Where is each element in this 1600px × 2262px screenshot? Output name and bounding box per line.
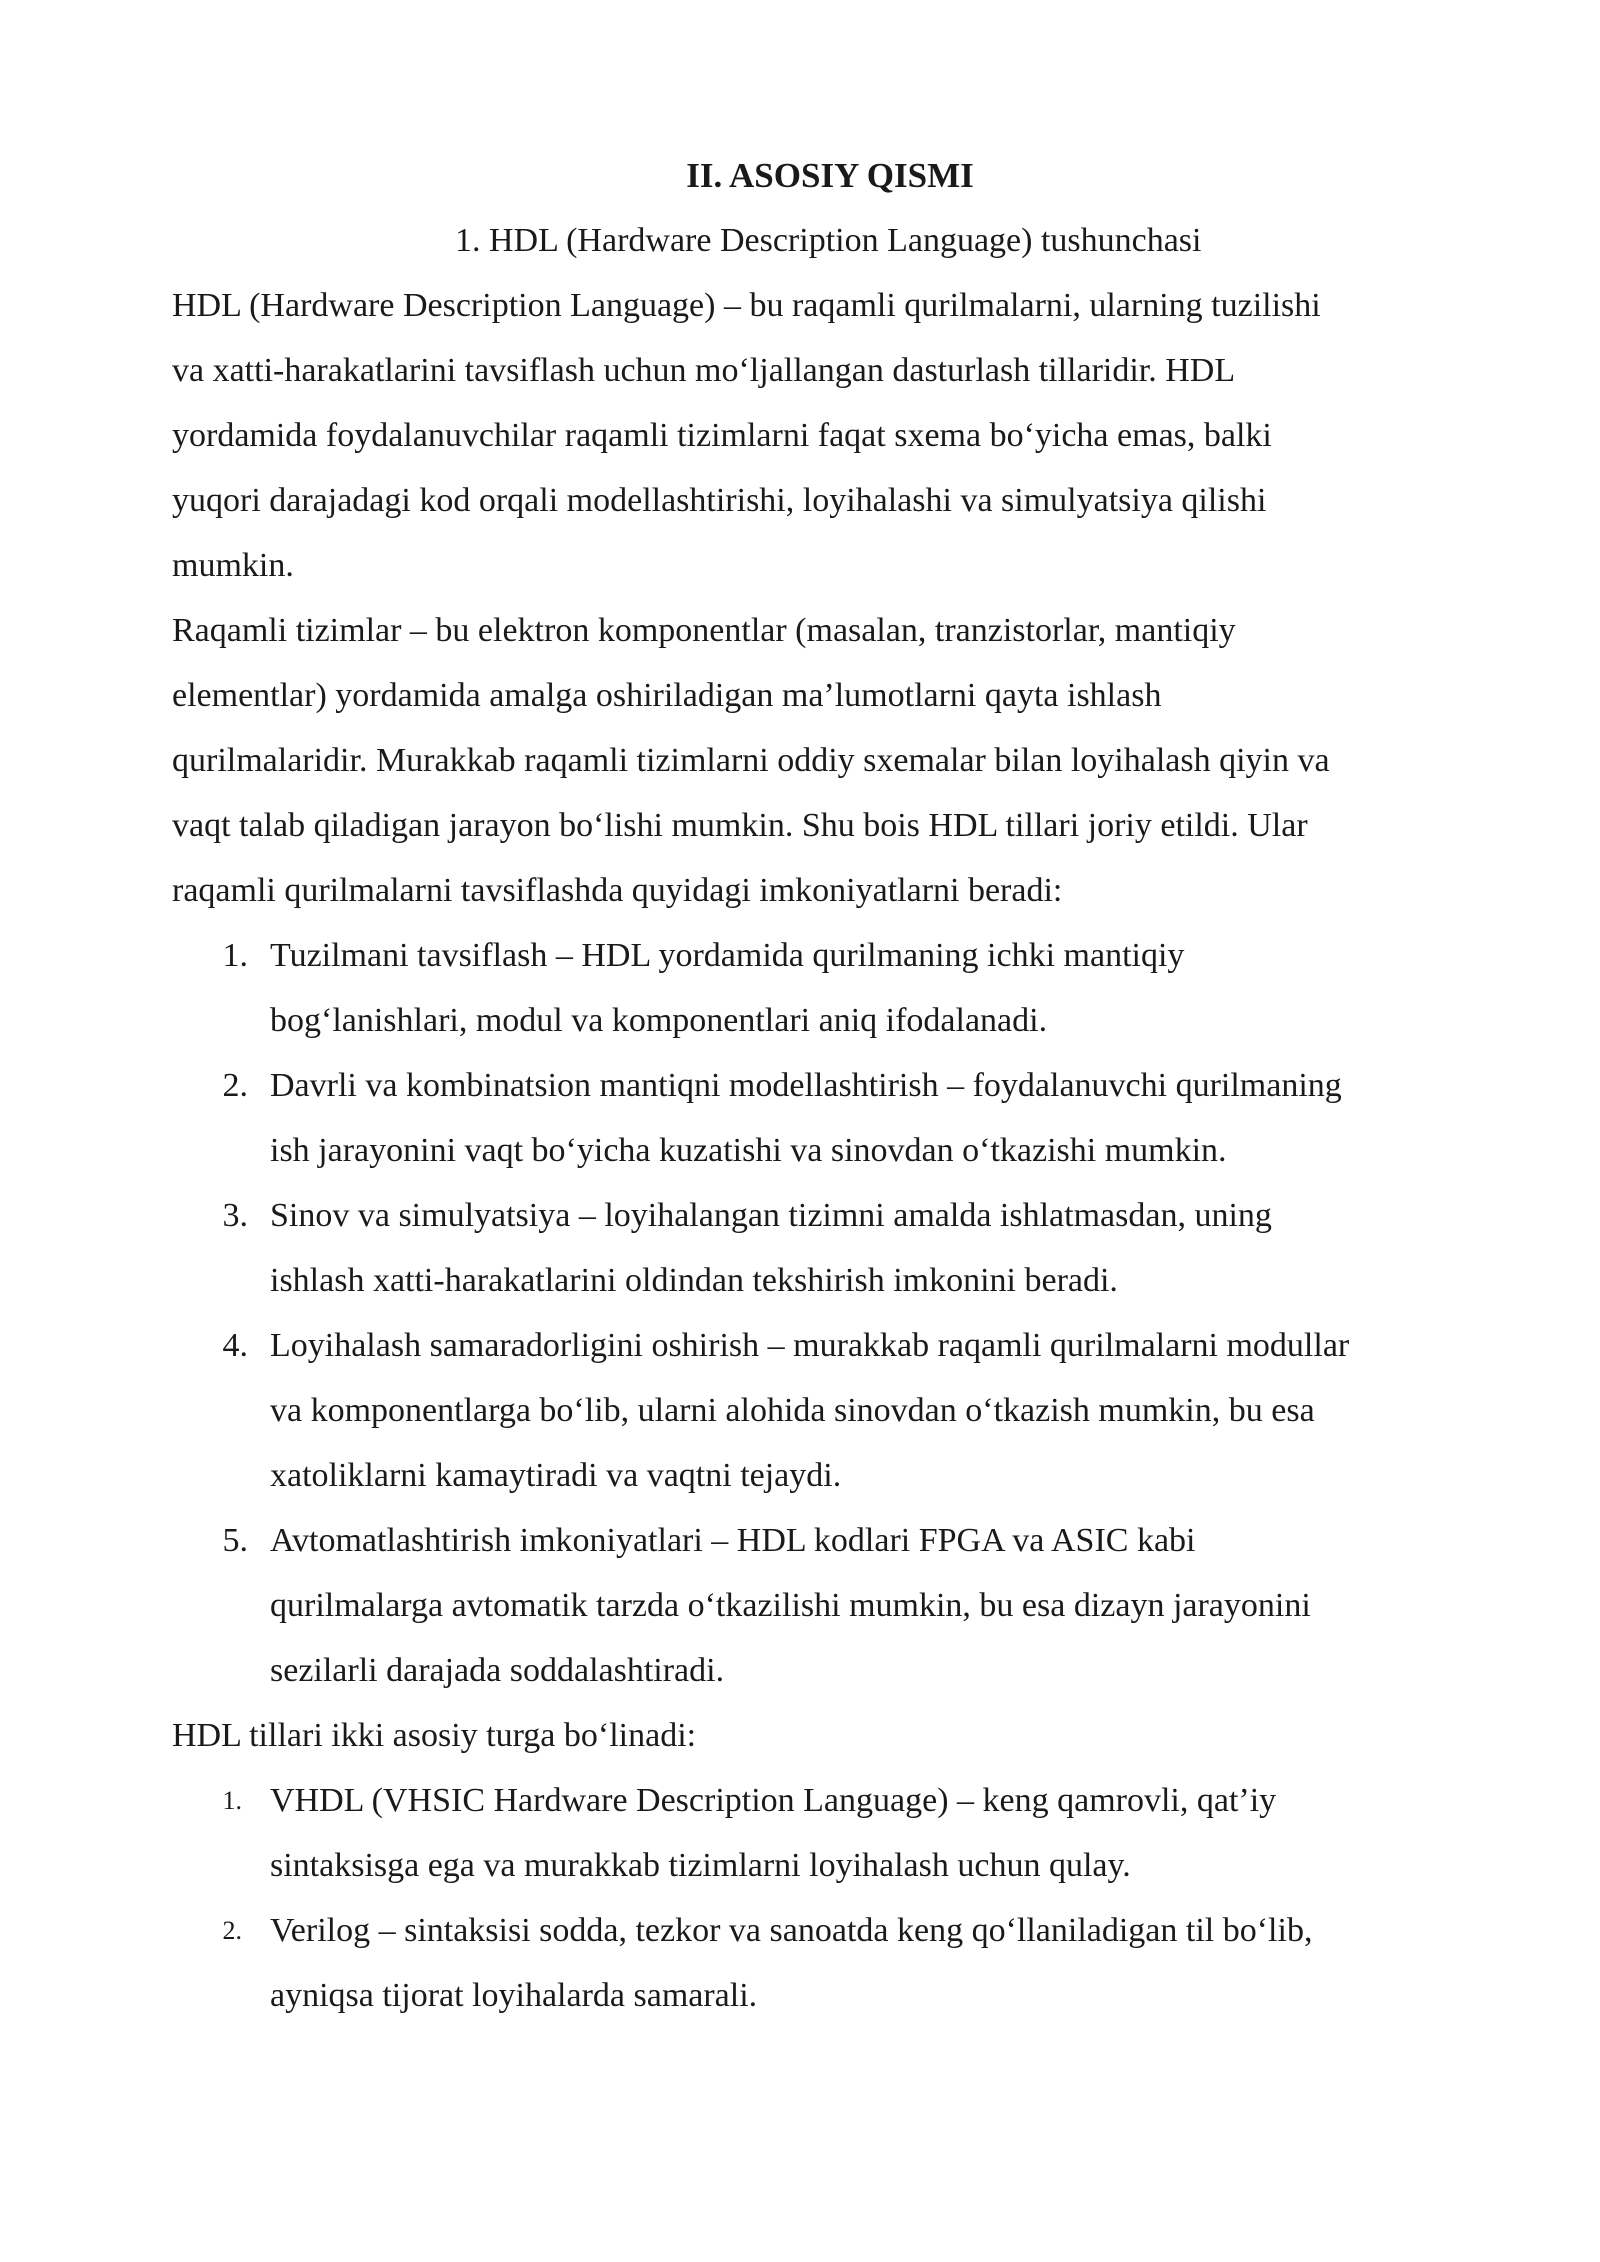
list-item-line: bog‘lanishlari, modul va komponentlari aniq ifodalanadi.	[270, 1002, 1048, 1039]
paragraph-line: yuqori darajadagi kod orqali modellashtirishi, loyihalashi va simulyatsiya qilishi	[172, 482, 1267, 519]
paragraph-line: va xatti-harakatlarini tavsiflash uchun mo‘ljallangan dasturlash tillaridir. HDL	[172, 352, 1236, 389]
paragraph-line: HDL (Hardware Description Language) – bu raqamli qurilmalarni, ularning tuzilishi	[172, 287, 1321, 324]
subsection-heading: 1. HDL (Hardware Description Language) tushunchasi	[455, 222, 1202, 259]
list-item-line: xatoliklarni kamaytiradi va vaqtni tejaydi.	[270, 1457, 842, 1494]
list-number: 1.	[222, 1786, 242, 1815]
list-item-line: ayniqsa tijorat loyihalarda samarali.	[270, 1977, 758, 2014]
list-item-line: Tuzilmani tavsiflash – HDL yordamida qurilmaning ichki mantiqiy	[270, 937, 1185, 974]
paragraph-line: vaqt talab qiladigan jarayon bo‘lishi mumkin. Shu bois HDL tillari joriy etildi. Ular	[172, 807, 1308, 844]
list-item-line: Avtomatlashtirish imkoniyatlari – HDL kodlari FPGA va ASIC kabi	[270, 1522, 1196, 1559]
list-number: 5.	[222, 1522, 248, 1559]
list-number: 1.	[222, 937, 248, 974]
paragraph-line: Raqamli tizimlar – bu elektron komponentlar (masalan, tranzistorlar, mantiqiy	[172, 612, 1236, 649]
list-item-line: ish jarayonini vaqt bo‘yicha kuzatishi va sinovdan o‘tkazishi mumkin.	[270, 1132, 1227, 1169]
list-item-line: sezilarli darajada soddalashtiradi.	[270, 1652, 725, 1689]
list-item-line: Loyihalash samaradorligini oshirish – murakkab raqamli qurilmalarni modullar	[270, 1327, 1350, 1364]
paragraph-line: yordamida foydalanuvchilar raqamli tizimlarni faqat sxema bo‘yicha emas, balki	[172, 417, 1272, 454]
paragraph-line: raqamli qurilmalarni tavsiflashda quyidagi imkoniyatlarni beradi:	[172, 872, 1063, 909]
list-item-line: va komponentlarga bo‘lib, ularni alohida sinovdan o‘tkazish mumkin, bu esa	[270, 1392, 1315, 1429]
list-item-line: ishlash xatti-harakatlarini oldindan tekshirish imkonini beradi.	[270, 1262, 1118, 1299]
paragraph-line: mumkin.	[172, 547, 294, 584]
list-item-line: sintaksisga ega va murakkab tizimlarni loyihalash uchun qulay.	[270, 1847, 1131, 1884]
list-number: 4.	[222, 1327, 248, 1364]
list-number: 3.	[222, 1197, 248, 1234]
paragraph-line: elementlar) yordamida amalga oshiriladigan ma’lumotlarni qayta ishlash	[172, 677, 1162, 714]
list-item-line: Davrli va kombinatsion mantiqni modellashtirish – foydalanuvchi qurilmaning	[270, 1067, 1342, 1104]
list-item-line: Sinov va simulyatsiya – loyihalangan tizimni amalda ishlatmasdan, uning	[270, 1197, 1272, 1234]
paragraph-line: qurilmalaridir. Murakkab raqamli tizimlarni oddiy sxemalar bilan loyihalash qiyin va	[172, 742, 1330, 779]
list-number: 2.	[222, 1067, 248, 1104]
paragraph-line: HDL tillari ikki asosiy turga bo‘linadi:	[172, 1717, 697, 1754]
list-item-line: qurilmalarga avtomatik tarzda o‘tkazilishi mumkin, bu esa dizayn jarayonini	[270, 1587, 1311, 1624]
list-number: 2.	[222, 1916, 242, 1945]
list-item-line: VHDL (VHSIC Hardware Description Language) – keng qamrovli, qat’iy	[270, 1782, 1277, 1819]
list-item-line: Verilog – sintaksisi sodda, tezkor va sanoatda keng qo‘llaniladigan til bo‘lib,	[270, 1912, 1313, 1949]
section-heading: II. ASOSIY QISMI	[686, 156, 974, 195]
